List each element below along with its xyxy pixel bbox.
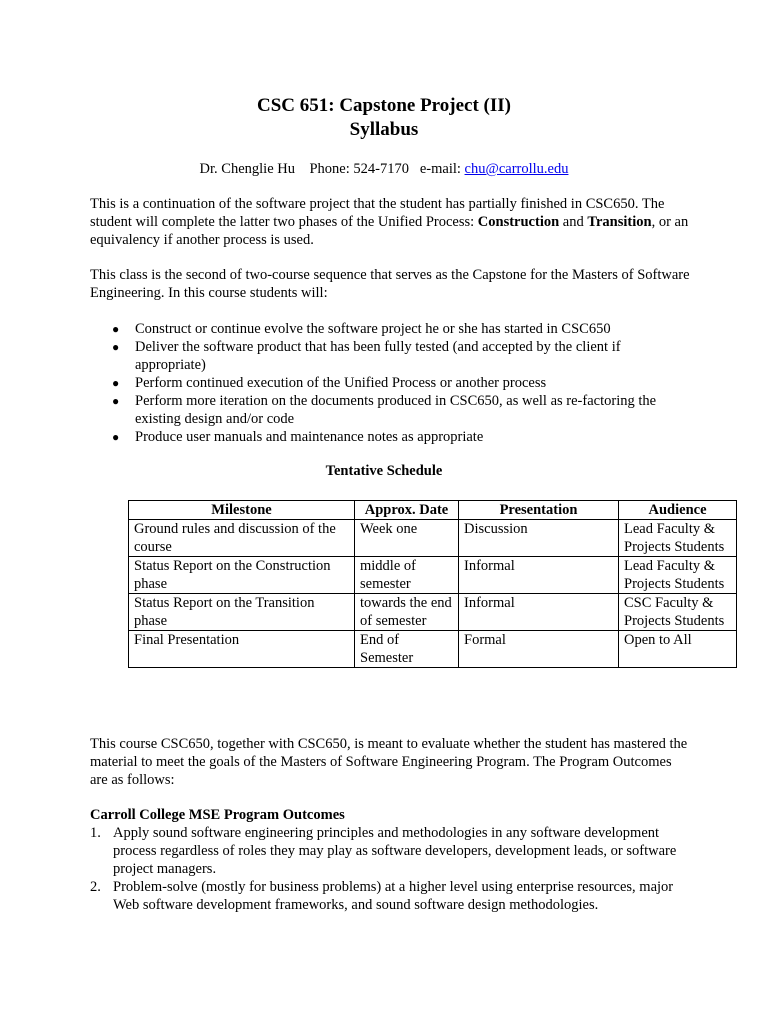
list-item-text: Perform continued execution of the Unified Process or another process [135, 375, 547, 391]
bullet-icon: ● [112, 322, 120, 336]
outcomes-heading: Carroll College MSE Program Outcomes [90, 807, 345, 823]
list-item-text: Apply sound software engineering principles and methodologies in any software development process regardless of roles they may play as software developers, development leads, or software project managers. [113, 825, 677, 877]
list-item-text: Problem-solve (mostly for business problems) at a higher level using enterprise resources, major Web software development frameworks, and sound software design methodologies. [113, 879, 674, 913]
list-item [90, 320, 690, 338]
table-cell: CSC Faculty & Projects Students [619, 594, 737, 631]
table-cell: Open to All [619, 631, 737, 668]
document-title [0, 94, 768, 142]
column-header-presentation: Presentation [459, 501, 619, 520]
list-item [90, 428, 690, 446]
title-line-course: CSC 651: Capstone Project (II) [256, 95, 511, 116]
outcomes-list [90, 824, 690, 914]
sequence-paragraph: This class is the second of two-course sequence that serves as the Capstone for the Masters of Software Engineering. In this course students will: [90, 267, 690, 301]
table-row [129, 557, 737, 594]
intro-text-1: This is a continuation of the software project that the student has partially finished in CSC650. The student will complete the latter two phases of the Unified Process: [90, 196, 665, 230]
table-cell: Discussion [459, 520, 619, 557]
table-cell: Lead Faculty & Projects Students [619, 520, 737, 557]
table-row [129, 520, 737, 557]
bullet-icon: ● [112, 340, 120, 354]
column-header-audience: Audience [619, 501, 737, 520]
table-cell: Status Report on the Transition phase [129, 594, 355, 631]
list-item-text: Deliver the software product that has been fully tested (and accepted by the client if appropriate) [135, 339, 621, 373]
intro-paragraph [90, 195, 690, 249]
bullet-icon: ● [112, 430, 120, 444]
table-cell: Lead Faculty & Projects Students [619, 557, 737, 594]
table-cell: towards the end of semester [355, 594, 459, 631]
table-cell: Final Presentation [129, 631, 355, 668]
list-item [90, 824, 690, 878]
list-item-text: Perform more iteration on the documents produced in CSC650, as well as re-factoring the existing design and/or code [135, 393, 657, 427]
bullet-icon: ● [112, 376, 120, 390]
table-header-row [129, 501, 737, 520]
schedule-table [128, 500, 737, 668]
table-cell: Formal [459, 631, 619, 668]
intro-bold-transition: Transition [587, 214, 652, 230]
email-link[interactable]: chu@carrollu.edu [464, 161, 569, 177]
list-item [90, 374, 690, 392]
column-header-milestone: Milestone [129, 501, 355, 520]
intro-text-3: , or an equivalency if another process is used. [90, 214, 689, 248]
list-item [90, 392, 690, 428]
title-line-syllabus: Syllabus [349, 119, 419, 140]
list-item-text: Construct or continue evolve the software project he or she has started in CSC650 [135, 321, 611, 337]
schedule-title: Tentative Schedule [325, 463, 443, 479]
table-cell: End of Semester [355, 631, 459, 668]
list-item [90, 338, 690, 374]
contact-line [0, 160, 768, 178]
table-cell: Informal [459, 557, 619, 594]
table-cell: middle of semester [355, 557, 459, 594]
list-item-text: Produce user manuals and maintenance notes as appropriate [135, 429, 484, 445]
intro-text-2: and [559, 214, 588, 230]
list-item [90, 878, 690, 914]
table-cell: Week one [355, 520, 459, 557]
outcomes-intro-paragraph: This course CSC650, together with CSC650, is meant to evaluate whether the student has mastered the material to meet the goals of the Masters of Software Engineering Program. The Program Outcomes are as follows: [90, 736, 688, 788]
contact-text: Dr. Chenglie Hu Phone: 524-7170 e-mail: [199, 161, 465, 177]
table-cell: Informal [459, 594, 619, 631]
table-row [129, 594, 737, 631]
item-number: 1. [90, 825, 101, 841]
intro-bold-construction: Construction [477, 214, 560, 230]
table-cell: Ground rules and discussion of the course [129, 520, 355, 557]
table-row [129, 631, 737, 668]
table-cell: Status Report on the Construction phase [129, 557, 355, 594]
objectives-list [90, 320, 690, 446]
bullet-icon: ● [112, 394, 120, 408]
item-number: 2. [90, 879, 101, 895]
column-header-date: Approx. Date [355, 501, 459, 520]
